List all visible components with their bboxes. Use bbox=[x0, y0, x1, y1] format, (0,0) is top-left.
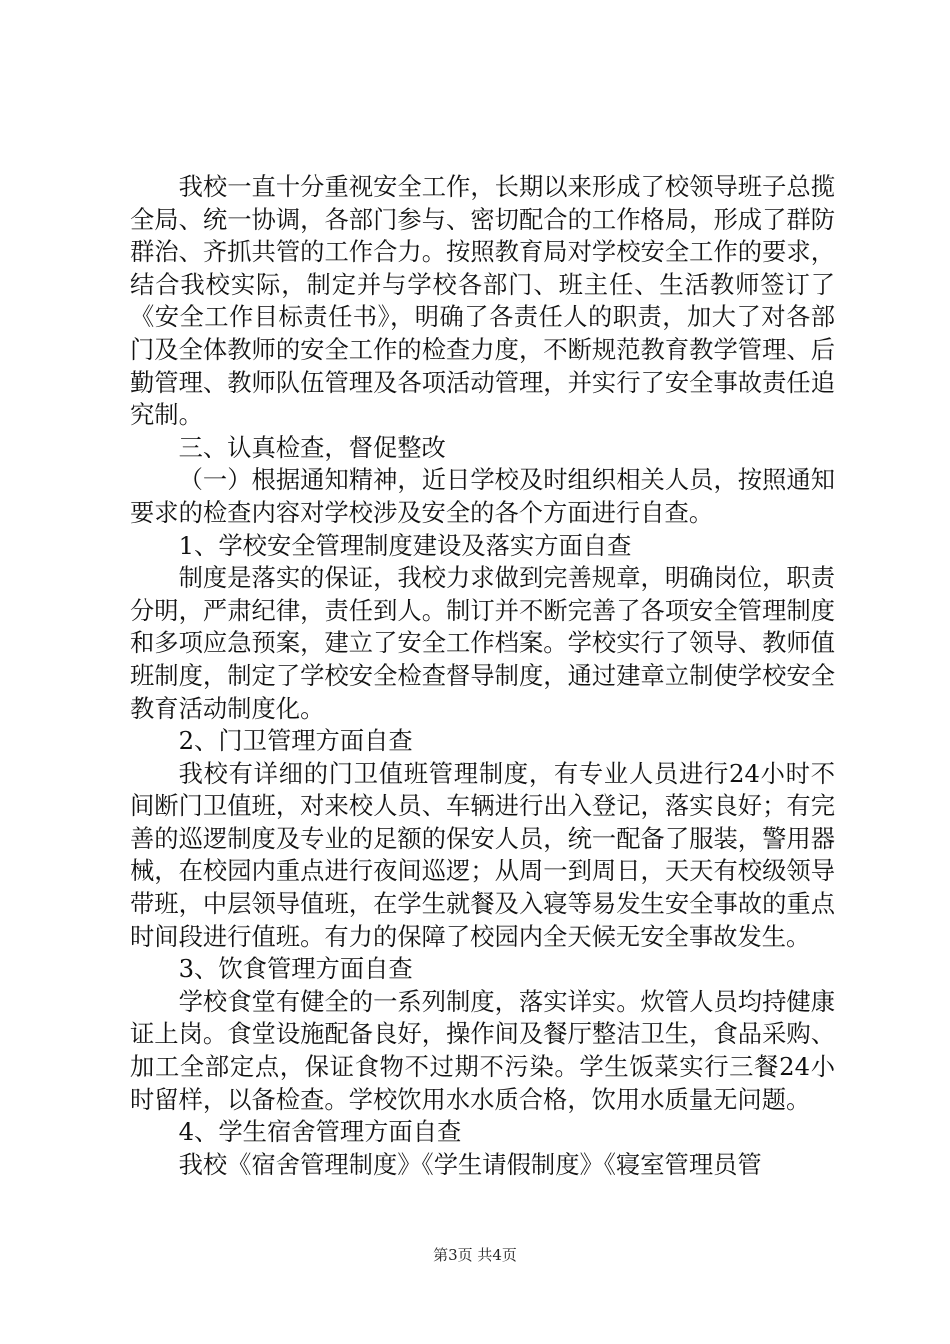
paragraph-item-4: 我校《宿舍管理制度》《学生请假制度》《寝室管理员管 bbox=[178, 1149, 762, 1179]
page-number: 第3页 共4页 bbox=[433, 1246, 517, 1264]
paragraph-inspection-intro: （一）根据通知精神，近日学校及时组织相关人员，按照通知要求的检查内容对学校涉及安全的各个方面进行自查。 bbox=[130, 465, 835, 527]
page-footer bbox=[0, 1245, 950, 1265]
heading-section-three: 三、认真检查，督促整改 bbox=[178, 432, 446, 462]
heading-item-4: 4、学生宿舍管理方面自查 bbox=[178, 1117, 462, 1147]
heading-item-3: 3、饮食管理方面自查 bbox=[178, 954, 413, 984]
paragraph-item-3: 学校食堂有健全的一系列制度，落实详实。炊管人员均持健康证上岗。食堂设施配备良好，操作间及餐厅整洁卫生，食品采购、加工全部定点，保证食物不过期不污染。学生饭菜实行三餐24小时留样，以备检查。学校饮用水水质合格，饮用水质量无问题。 bbox=[130, 986, 835, 1114]
paragraph-safety-leadership: 我校一直十分重视安全工作，长期以来形成了校领导班子总揽全局、统一协调，各部门参与、密切配合的工作格局，形成了群防群治、齐抓共管的工作合力。按照教育局对学校安全工作的要求，结合我校实际，制定并与学校各部门、班主任、生活教师签订了《安全工作目标责任书》，明确了各责任人的职责，加大了对各部门及全体教师的安全工作的检查力度，不断规范教育教学管理、后勤管理、教师队伍管理及各项活动管理，并实行了安全事故责任追究制。 bbox=[130, 172, 835, 430]
heading-item-1: 1、学校安全管理制度建设及落实方面自查 bbox=[178, 530, 632, 560]
heading-item-2: 2、门卫管理方面自查 bbox=[178, 726, 413, 756]
paragraph-item-2: 我校有详细的门卫值班管理制度，有专业人员进行24小时不间断门卫值班，对来校人员、车辆进行出入登记，落实良好；有完善的巡逻制度及专业的足额的保安人员，统一配备了服装，警用器械，在校园内重点进行夜间巡逻；从周一到周日，天天有校级领导带班，中层领导值班，在学生就餐及入寝等易发生安全事故的重点时间段进行值班。有力的保障了校园内全天候无安全事故发生。 bbox=[130, 758, 835, 951]
document-body bbox=[130, 171, 835, 1181]
paragraph-item-1: 制度是落实的保证，我校力求做到完善规章，明确岗位，职责分明，严肃纪律，责任到人。制订并不断完善了各项安全管理制度和多项应急预案，建立了安全工作档案。学校实行了领导、教师值班制度，制定了学校安全检查督导制度，通过建章立制使学校安全教育活动制度化。 bbox=[130, 563, 835, 723]
